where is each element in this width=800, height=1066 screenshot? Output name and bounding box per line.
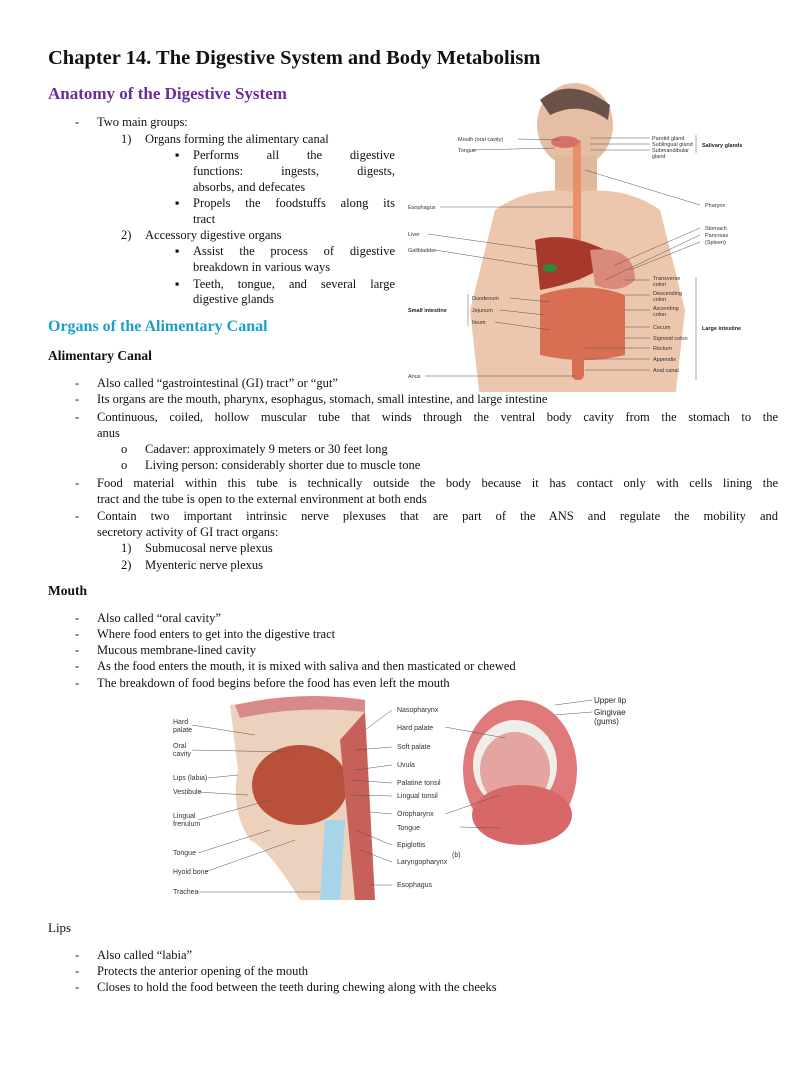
figure-label: Duodenum — [472, 296, 499, 302]
figure-label: Jejunum — [472, 308, 493, 314]
figure-label: colon — [653, 297, 667, 303]
figure-label: colon — [653, 312, 667, 318]
figure-label: Parotid gland — [652, 136, 685, 142]
figure-label: Gallbladder — [408, 248, 437, 254]
figure-label: Pharynx — [705, 203, 726, 209]
figure-label: Lips (labia) — [173, 775, 208, 782]
figure-label: cavity — [173, 751, 191, 758]
list-marker: - — [75, 659, 80, 673]
figure-label: Vestibule — [173, 789, 202, 796]
figure-label: palate — [173, 727, 193, 734]
figure-label: Lingual tonsil — [397, 793, 438, 800]
figure-label: Sigmoid colon — [653, 336, 688, 342]
list-marker: - — [75, 392, 80, 406]
figure-label: (b) — [452, 852, 461, 859]
figure-label: Epiglottis — [397, 842, 426, 849]
open-mouth-view — [463, 700, 577, 845]
subheading-alimentary-canal: Alimentary Canal — [48, 348, 152, 363]
list-item: Closes to hold the food between the teeth during chewing along with the cheeks — [97, 980, 497, 994]
figure-label: Ileum — [472, 320, 486, 326]
list-item: As the food enters the mouth, it is mixed with saliva and then masticated or chewed — [97, 659, 516, 673]
list-item: tract — [193, 212, 216, 226]
figure-label: Esophagus — [397, 882, 433, 889]
list-item: Also called “oral cavity” — [97, 611, 221, 625]
figure-label: Stomach — [705, 226, 727, 232]
tongue-shape — [252, 745, 348, 825]
figure-label: Sublingual gland — [652, 142, 693, 148]
list-marker: 2) — [121, 558, 132, 572]
figure-label: Mouth (oral cavity) — [458, 137, 504, 143]
list-item: Two main groups: — [97, 115, 188, 129]
list-item: Assist the process of digestive — [193, 244, 395, 258]
figure-label: colon — [653, 282, 667, 288]
list-item: Myenteric nerve plexus — [145, 558, 264, 572]
digestive-system-figure — [400, 80, 800, 392]
mouth-anatomy-figure — [160, 690, 650, 902]
list-item: functions: ingests, digests, — [193, 164, 395, 178]
figure-label: Hyoid bone — [173, 869, 209, 876]
list-marker: - — [75, 509, 80, 523]
section-heading-organs: Organs of the Alimentary Canal — [48, 318, 268, 335]
figure-label: Hard — [173, 719, 189, 726]
list-item: tract and the tube is open to the external environment at both ends — [97, 492, 427, 506]
figure-label: Rectum — [653, 346, 672, 352]
list-item: breakdown in various ways — [193, 260, 331, 274]
list-item: anus — [97, 426, 120, 440]
list-item: Its organs are the mouth, pharynx, esophagus, stomach, small intestine, and large intestine — [97, 392, 548, 406]
figure-label: (gums) — [594, 717, 619, 726]
figure-label: Anal canal — [653, 368, 679, 374]
list-item: Also called “gastrointestinal (GI) tract” or “gut” — [97, 376, 338, 390]
figure-label: Nasopharynx — [397, 707, 439, 714]
subheading-mouth: Mouth — [48, 583, 88, 598]
list-marker: - — [75, 643, 80, 657]
figure-label: Pancreas — [705, 233, 729, 239]
intestine-shape — [540, 288, 625, 361]
gallbladder-shape — [543, 264, 557, 272]
list-item: Teeth, tongue, and several large — [193, 277, 395, 291]
list-item: secretory activity of GI tract organs: — [97, 525, 279, 539]
list-marker: o — [121, 442, 128, 456]
figure-label: frenulum — [173, 821, 201, 828]
list-item: absorbs, and defecates — [193, 180, 306, 194]
figure-label: Gingivae — [594, 708, 626, 717]
list-marker: - — [75, 476, 80, 490]
figure-label: Oropharynx — [397, 811, 434, 818]
list-item: Food material within this tube is technically outside the body because it has contact only with cells lining the — [97, 476, 778, 490]
figure-label: Trachea — [173, 889, 199, 896]
figure-label: gland — [652, 154, 666, 160]
upper-lip-label: Upper lip — [594, 696, 627, 705]
figure-label: Ascending — [653, 306, 679, 312]
figure-label: Tongue — [458, 148, 477, 154]
list-item: Mucous membrane-lined cavity — [97, 643, 256, 657]
list-marker: - — [75, 676, 80, 690]
list-number: 2) — [121, 228, 132, 242]
section-heading-anatomy: Anatomy of the Digestive System — [48, 84, 287, 103]
list-marker: ▪ — [175, 244, 180, 258]
figure-label: Palatine tonsil — [397, 780, 441, 787]
figure-label: Soft palate — [397, 744, 431, 751]
figure-label: Submandibular — [652, 148, 689, 154]
list-marker: ▪ — [175, 277, 180, 291]
figure-label: Cecum — [653, 325, 671, 331]
figure-label: (Spleen) — [705, 240, 726, 246]
figure-label: Hard palate — [397, 725, 434, 732]
figure-label: Oral — [173, 743, 187, 750]
list-marker: - — [75, 376, 80, 390]
figure-label: Esophagus — [408, 205, 436, 211]
list-item: The breakdown of food begins before the food has even left the mouth — [97, 676, 450, 690]
chapter-title: Chapter 14. The Digestive System and Body Metabolism — [48, 47, 541, 69]
list-marker: - — [75, 410, 80, 424]
list-item: digestive glands — [193, 292, 274, 306]
list-item: Also called “labia” — [97, 948, 193, 962]
figure-label: Large intestine — [702, 326, 742, 332]
figure-label: Tongue — [397, 825, 420, 832]
list-marker: - — [75, 948, 80, 962]
figure-label: Small intestine — [408, 308, 447, 314]
list-item: Cadaver: approximately 9 meters or 30 feet long — [145, 442, 388, 456]
list-item: Propels the foodstuffs along its — [193, 196, 395, 210]
list-item: Performs all the digestive — [193, 148, 395, 162]
list-marker: ▪ — [175, 196, 180, 210]
figure-label: Appendix — [653, 357, 676, 363]
list-marker: 1) — [121, 541, 132, 555]
figure-label: Tongue — [173, 850, 196, 857]
list-number: 1) — [121, 132, 132, 146]
subheading-lips: Lips — [48, 920, 72, 935]
list-item: Continuous, coiled, hollow muscular tube that winds through the ventral body cavity from the stomach to the — [97, 410, 778, 424]
list-item: Accessory digestive organs — [145, 228, 282, 242]
list-marker: - — [75, 611, 80, 625]
list-item: Living person: considerably shorter due to muscle tone — [145, 458, 421, 472]
figure-label: Anus — [408, 374, 421, 380]
figure-label: Liver — [408, 232, 420, 238]
figure-label: Laryngopharynx — [397, 859, 448, 866]
list-marker: - — [75, 964, 80, 978]
figure-label: Salivary glands — [702, 143, 743, 149]
figure-label: Uvula — [397, 762, 415, 769]
figure-label: Lingual — [173, 813, 196, 820]
list-item: Contain two important intrinsic nerve plexuses that are part of the ANS and regulate the mobility and — [97, 509, 778, 523]
figure-label: Transverse — [653, 276, 681, 282]
list-marker: - — [75, 980, 80, 994]
list-item: Submucosal nerve plexus — [145, 541, 273, 555]
list-marker: - — [75, 115, 80, 129]
list-marker: - — [75, 627, 80, 641]
list-item: Organs forming the alimentary canal — [145, 132, 329, 146]
list-item: Where food enters to get into the digestive tract — [97, 627, 336, 641]
list-marker: o — [121, 458, 128, 472]
list-item: Protects the anterior opening of the mouth — [97, 964, 309, 978]
figure-label: Descending — [653, 291, 683, 297]
list-marker: ▪ — [175, 148, 180, 162]
